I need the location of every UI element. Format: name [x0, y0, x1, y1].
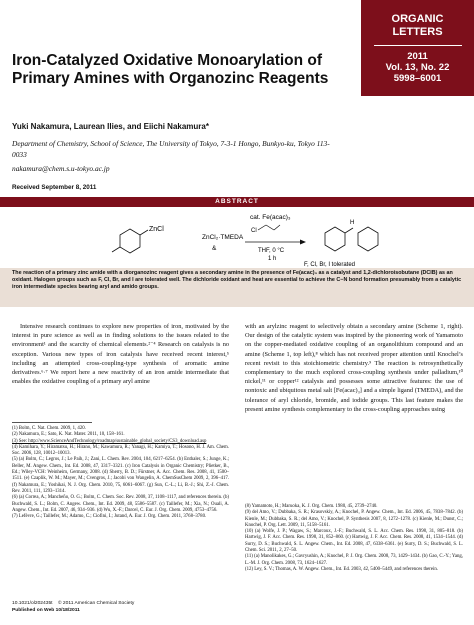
- affiliation: Department of Chemistry, School of Science, The University of Tokyo, 7-3-1 Hongo, Bunkyo-ku, Tokyo 113-0033: [12, 139, 330, 159]
- journal-name-line2: LETTERS: [392, 26, 443, 38]
- reference-item: (6) (a) Correa, A.; Mancheño, O. G.; Bolm, C. Chem. Soc. Rev. 2008, 37, 1108–1117, and references therein. (b) Buchwald, S. L.; Bolm, C. Angew. Chem., Int. Ed. 2009, 48, 5586–5587. (c) Taillefer, M.; Xia, N.; Ouali, A. Angew. Chem., Int. Ed. 2007, 46, 934–936. (d) Wu, X.-F.; Darcel, C. Eur. J. Org. Chem. 2009, 4753–4756.: [12, 495, 229, 513]
- time-label: 1 h: [268, 256, 277, 262]
- reference-item: (7) Lefèvre, G.; Taillefer, M.; Adamo, C.; Ciofini, I.; Jutand, A. Eur. J. Org. Chem. 2011, 3768–3780.: [12, 514, 207, 520]
- reference-item: (11) (a) Manolikakes, G.; Gavryushin, A.; Knochel, P. J. Org. Chem. 2008, 73, 1429–1434. (b) Gao, C.-Y.; Yang, L.-M. J. Org. Chem. 2008, 73, 1624–1627.: [245, 554, 463, 566]
- reagent-and: &: [212, 245, 217, 252]
- received-date: Received September 8, 2011: [12, 184, 97, 191]
- reaction-scheme: [100, 210, 400, 268]
- page-footer: [12, 601, 134, 614]
- references-left: [12, 422, 229, 520]
- references-right: [245, 504, 463, 573]
- oxidant-structure: [258, 225, 280, 230]
- product-arene: [325, 227, 378, 251]
- author-list: Yuki Nakamura, Laurean Ilies, and Eiichi Nakamura*: [12, 122, 209, 131]
- product-nh-label: H: [350, 220, 355, 226]
- reference-item: (4) Kamihara, Y.; Hiramatsu, H.; Hirano, M.; Kawamura, R.; Yanagi, H.; Kamiya, T.; Hosono, H. J. Am. Chem. Soc. 2006, 128, 10012–10013.: [12, 444, 229, 457]
- body-column-right: [245, 322, 463, 414]
- journal-year: 2011: [407, 51, 428, 62]
- journal-badge: [361, 0, 474, 96]
- reference-link[interactable]: (3) See: http://www.ScienceAndTechnology/roadmap/sustainable_global_society/CS3_download.asp: [12, 438, 207, 444]
- footer-copyright: © 2011 American Chemical Society: [57, 601, 135, 606]
- article-title: Iron-Catalyzed Oxidative Monoarylation of Primary Amines with Organozinc Reagents: [12, 52, 329, 87]
- reagent-zncl2-tmeda: ZnCl₂·TMEDA: [202, 234, 244, 241]
- reference-item: (2) Nakamura, E.; Sato, K. Nat. Mater. 2011, 10, 158–161.: [12, 432, 125, 438]
- body-column-left: [12, 322, 229, 386]
- journal-pages: 5998–6001: [393, 73, 442, 84]
- reference-item: (1) Bolm, C. Nat. Chem. 2009, 1, 420.: [12, 426, 86, 431]
- reference-item: (8) Yamamoto, H.; Maruoka, K. J. Org. Chem. 1980, 45, 2739–2740.: [245, 504, 378, 509]
- reference-item: (5) (a) Bolm, C.; Legros, J.; Le Paih, J.; Zani, L. Chem. Rev. 2004, 104, 6217–6254. (b) Enthaler, S.; Junge, K.; Beller, M. Angew. Chem., Int. Ed. 2008, 47, 3317–3321. (c) Iron Catalysis in Organic Chemistry; Plietker, B., Ed.; Wiley-VCH: Weinheim, Germany, 2008. (d) Sherry, B. D.; Fürstner, A. Acc. Chem. Res. 2008, 41, 1500–1511. (e) Czaplik, W. M.; Mayer, M.; Cvengros, J.; Jacobi von Wangelin, A. ChemSusChem 2009, 2, 396–417. (f) Nakamura, E.; Yoshikai, N. J. Org. Chem. 2010, 75, 6061–6067. (g) Sun, C.-L.; Li, B.-J.; Shi, Z.-J. Chem. Rev. 2011, 111, 1293–1314.: [12, 457, 229, 494]
- reactant-zncl-label: ZnCl: [149, 226, 164, 233]
- conditions-label: THF, 0 °C: [258, 248, 285, 254]
- catalyst-label: cat. Fe(acac)₃: [250, 214, 291, 221]
- scope-label: F, Cl, Br, I tolerated: [304, 262, 356, 268]
- reaction-arrowhead: [300, 240, 306, 245]
- body-paragraph: with an arylzinc reagent to selectively obtain a secondary amine (Scheme 1, right). Our design of the catalytic system was inspired by the pioneering work of Yamamoto on the copper-mediated oxidative coupling of an organolithium compound and an amine (Scheme 1, top left),⁸ which has not received proper attention until Knochel’s recent revisit to this stoichiometric chemistry.⁹ The reaction is retrosynthetically complementary to the much explored cross-coupling synthesis under palladium,¹⁰ nickel,¹¹ or copper¹² catalysis and possesses some attractive features: the use of nontoxic and ubiquitous metal salt [Fe(acac)₃] and a simple ligand (TMEDA), and the tolerance of aryl chloride, bromide, and iodide groups. This last feature makes the present amine synthesis complementary to the cross-coupling approaches using: [245, 323, 463, 413]
- journal-volume: Vol. 13, No. 22: [385, 62, 450, 73]
- reactant-arene: [112, 229, 148, 253]
- abstract-heading: ABSTRACT: [0, 197, 474, 207]
- reference-item: (12) Ley, S. V.; Thomas, A. W. Angew. Chem., Int. Ed. 2003, 42, 5400–5449, and references therein.: [245, 566, 438, 572]
- abstract-text: The reaction of a primary zinc amide with a diorganozinc reagent gives a secondary amine in the presence of Fe(acac)₃ as a catalyst and 1,2-dichloroisobutane (DCIB) as an oxidant. Halogen groups such as F, Cl, Br, and I are tolerated well. The dichloride oxidant and heat are essential to achieve the C−N bond formation presumably from a catalytic iron intermediate species bearing aryl and amido groups.: [12, 270, 462, 291]
- reference-item: (9) del Amo, V.; Dubbaka, S. R.; Krasovskiy, A.; Knochel, P. Angew. Chem., Int. Ed. 2006, 45, 7838–7842. (b) Kienle, M.; Dubbaka, S. R.; del Amo, V.; Knochel, P. Synthesis 2007, 8, 1272–1278. (c) Kienle, M.; Dunst, C.; Knochel, P. Org. Lett. 2009, 11, 5158–5161.: [245, 510, 463, 528]
- reference-item: (10) (a) Wolfe, J. P.; Wagaw, S.; Marcoux, J.-F.; Buchwald, S. L. Acc. Chem. Res. 1998, 31, 805–818. (b) Hartwig, J. F. Acc. Chem. Res. 1998, 31, 852–860. (c) Hartwig, J. F. Acc. Chem. Res. 2008, 41, 1534–1544. (d) Surry, D. S.; Buchwald, S. L. Angew. Chem., Int. Ed. 2008, 47, 6338–6361. (e) Surry, D. S.; Buchwald, S. L. Chem. Sci. 2011, 2, 27–50.: [245, 529, 463, 554]
- journal-name-line1: ORGANIC: [391, 13, 444, 25]
- oxidant-cl-label: Cl: [251, 228, 257, 234]
- body-paragraph: Intensive research continues to explore new properties of iron, motivated by the interest in pure science as well as in finding solutions to the issues related to the environment¹ and the scarcity of chemical elements.²⁻⁴ Research on catalysis is no exception. Various new types of iron catalysis have received recent interest,⁵ including an attempted cross-coupling-type synthesis of aromatic amine derivatives.⁶·⁷ We report here a new reactivity of an iron amide intermediate that enables the oxidative coupling of a primary aryl amine: [12, 323, 229, 386]
- footer-doi[interactable]: 10.1021/ol202435t: [12, 601, 53, 606]
- reference-rule: [12, 422, 92, 423]
- footer-published: Published on Web 10/18/2011: [12, 607, 80, 613]
- author-email[interactable]: nakamura@chem.s.u-tokyo.ac.jp: [12, 164, 110, 173]
- badge-divider: [374, 45, 462, 46]
